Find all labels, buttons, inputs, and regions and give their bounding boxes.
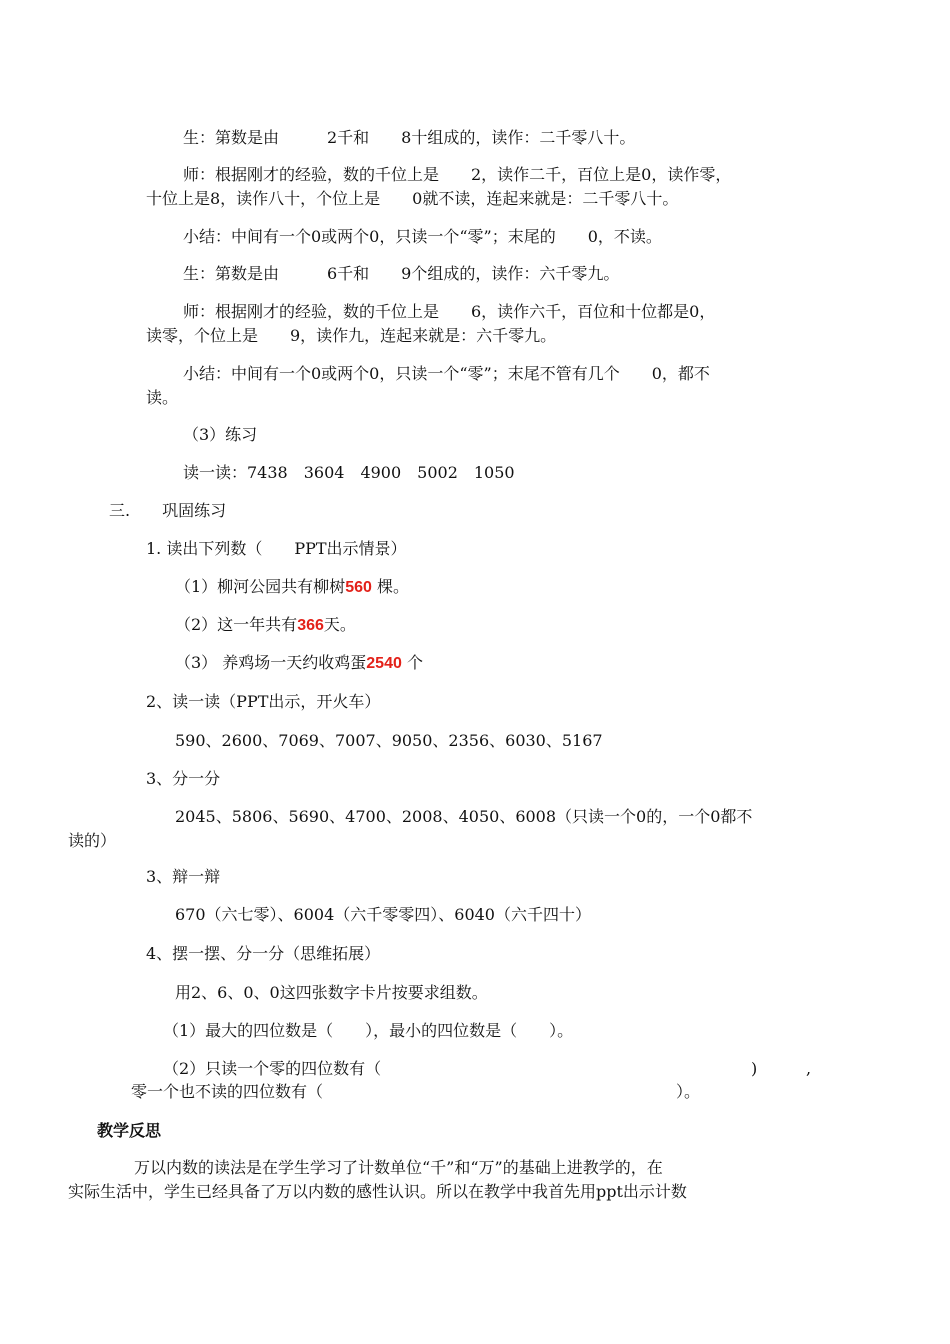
practice-text: （2）这一年共有 — [175, 615, 298, 634]
practice-item — [175, 615, 356, 636]
practice-text: （3） 养鸡场一天约收鸡蛋 — [175, 653, 367, 672]
paragraph-line: ）。 — [676, 1082, 701, 1101]
section-title: 3、辩一辩 — [146, 867, 221, 886]
paragraph-line: 十位上是8，读作八十，个位上是 0就不读，连起来就是：二千零八十。 — [146, 189, 679, 208]
practice-text: 个 — [406, 653, 423, 672]
paragraph-line: 生：第数是由 6千和 9个组成的，读作：六千零九。 — [183, 264, 620, 283]
practice-item — [175, 577, 409, 598]
paragraph-line: 读零，个位上是 9，读作九，连起来就是：六千零九。 — [146, 326, 557, 345]
highlight-number: 560 — [345, 579, 372, 596]
reflection-heading: 教学反思 — [97, 1121, 162, 1140]
section-title: 三. 巩固练习 — [109, 501, 227, 520]
paragraph-line: 1. 读出下列数（ PPT出示情景） — [146, 539, 407, 558]
paragraph-line: 实际生活中，学生已经具备了万以内数的感性认识。所以在教学中我首先用ppt出示计数 — [68, 1182, 687, 1201]
paragraph-line: 读。 — [146, 388, 179, 407]
paragraph-line: （1）最大的四位数是（ ），最小的四位数是（ ）。 — [163, 1021, 574, 1040]
summary-line: 小结：中间有一个0或两个0，只读一个“零”；末尾的 0，不读。 — [183, 227, 662, 246]
paragraph-line: 万以内数的读法是在学生学习了计数单位“千”和“万”的基础上进教学的，在 — [134, 1158, 663, 1177]
paragraph-line: 2045、5806、5690、4700、2008、4050、6008（只读一个0的，一个0都不 — [175, 807, 753, 826]
paragraph-line: 读的） — [68, 831, 117, 850]
practice-text: 天。 — [323, 615, 356, 634]
paragraph-line: 590、2600、7069、7007、9050、2356、6030、5167 — [175, 731, 603, 750]
paragraph-line: 用2、6、0、0这四张数字卡片按要求组数。 — [175, 983, 488, 1002]
paragraph-line: 零一个也不读的四位数有（ — [131, 1082, 324, 1101]
section-title: 3、分一分 — [146, 769, 221, 788]
highlight-number: 2540 — [366, 655, 402, 672]
paragraph-line: ) — [751, 1059, 758, 1078]
paragraph-line: 生：第数是由 2千和 8十组成的，读作：二千零八十。 — [183, 128, 636, 147]
practice-item — [175, 653, 423, 674]
section-title: 2、读一读（PPT出示，开火车） — [146, 692, 381, 711]
section-title: 4、摆一摆、分一分（思维拓展） — [146, 944, 381, 963]
paragraph-line: 师：根据刚才的经验，数的千位上是 2，读作二千，百位上是0，读作零， — [183, 165, 732, 184]
paragraph-line: 师：根据刚才的经验，数的千位上是 6，读作六千，百位和十位都是0， — [183, 302, 716, 321]
practice-text: （1）柳河公园共有柳树 — [175, 577, 346, 596]
highlight-number: 366 — [297, 617, 324, 634]
paragraph-line: 670（六七零）、6004（六千零零四）、6040（六千四十） — [175, 905, 591, 924]
paragraph-line: , — [806, 1059, 812, 1078]
paragraph-line: （2）只读一个零的四位数有（ — [163, 1059, 382, 1078]
summary-line: 小结：中间有一个0或两个0，只读一个“零”；末尾不管有几个 0，都不 — [183, 364, 710, 383]
practice-text: 棵。 — [376, 577, 409, 596]
paragraph-line: 读一读：7438 3604 4900 5002 1050 — [183, 463, 515, 482]
section-title: （3）练习 — [183, 425, 258, 444]
